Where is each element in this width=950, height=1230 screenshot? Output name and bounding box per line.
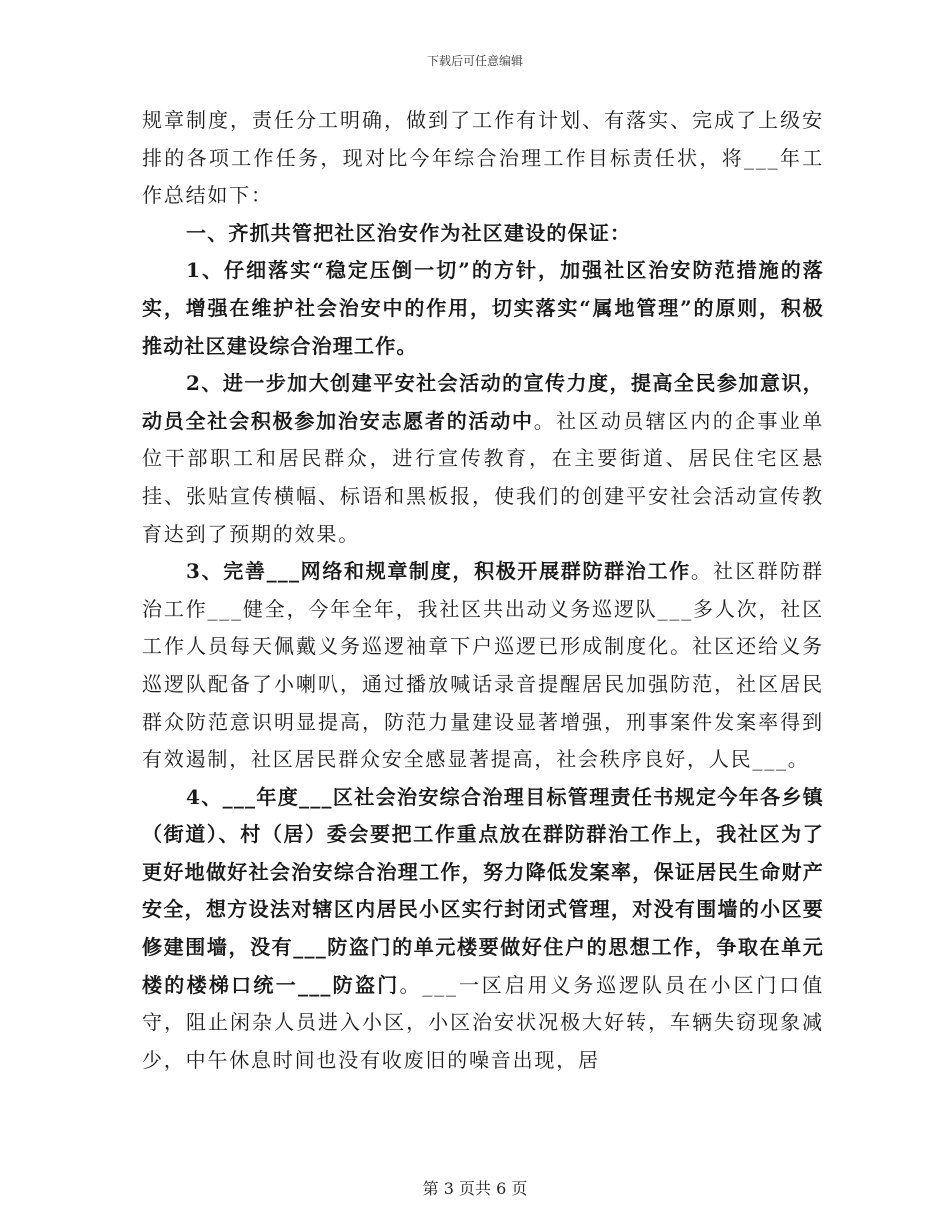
paragraph-item-2 (142, 365, 824, 553)
page-footer: 第 3 页共 6 页 (422, 1179, 528, 1198)
paragraph-continuation: 规章制度，责任分工明确，做到了工作有计划、有落实、完成了上级安排的各项工作任务，现对比今年综合治理工作目标责任状，将___年工作总结如下： (142, 108, 824, 208)
paragraph-item-1: 1、仔细落实“稳定压倒一切”的方针，加强社区治安防范措施的落实，增强在维护社会治安中的作用，切实落实“属地管理”的原则，积极推动社区建设综合治理工作。 (142, 258, 824, 358)
page-header: 下载后可任意编辑 (426, 54, 523, 68)
document-body (142, 102, 824, 1079)
section-heading: 一、齐抓共管把社区治安作为社区建设的保证： (186, 220, 632, 245)
paragraph-item-3-lead: 3、完善___网络和规章制度，积极开展群防群治工作 (186, 559, 691, 584)
paragraph-item-4-body: 。___一区启用义务巡逻队员在小区门口值守，阻止闲杂人员进入小区，小区治安状况极大好转，车辆失窃现象减少，中午休息时间也没有收废旧的噪音出现，居 (142, 972, 824, 1072)
paragraph-item-3 (142, 553, 824, 779)
paragraph-item-2-lead: 2、进一步加大创建平安社会活动的宣传力度，提高全民参加意识，动员全社会积极参加治安志愿者的活动中 (142, 371, 824, 433)
paragraph-item-3-body: 。社区群防群治工作___健全，今年全年，我社区共出动义务巡逻队___多人次，社区工作人员每天佩戴义务巡逻袖章下户巡逻已形成制度化。社区还给义务巡逻队配备了小喇叭，通过播放喊话录音提醒居民加强防范，社区居民群众防范意识明显提高，防范力量建设显著增强，刑事案件发案率得到有效遏制，社区居民群众安全感显著提高，社会秩序良好，人民___。 (142, 559, 824, 772)
paragraph-item-4 (142, 779, 824, 1080)
paragraph-item-4-lead: 4、___年度___区社会治安综合治理目标管理责任书规定今年各乡镇（街道）、村（居）委会要把工作重点放在群防群治工作上，我社区为了更好地做好社会治安综合治理工作，努力降低发案率，保证居民生命财产安全，想方设法对辖区内居民小区实行封闭式管理，对没有围墙的小区要修建围墙，没有___防盗门的单元楼要做好住户的思想工作，争取在单元楼的楼梯口统一___防盗门 (142, 784, 824, 997)
paragraph-item-2-body: 。社区动员辖区内的企事业单位干部职工和居民群众，进行宣传教育，在主要街道、居民住宅区悬挂、张贴宣传横幅、标语和黑板报，使我们的创建平安社会活动宣传教育达到了预期的效果。 (142, 408, 824, 546)
